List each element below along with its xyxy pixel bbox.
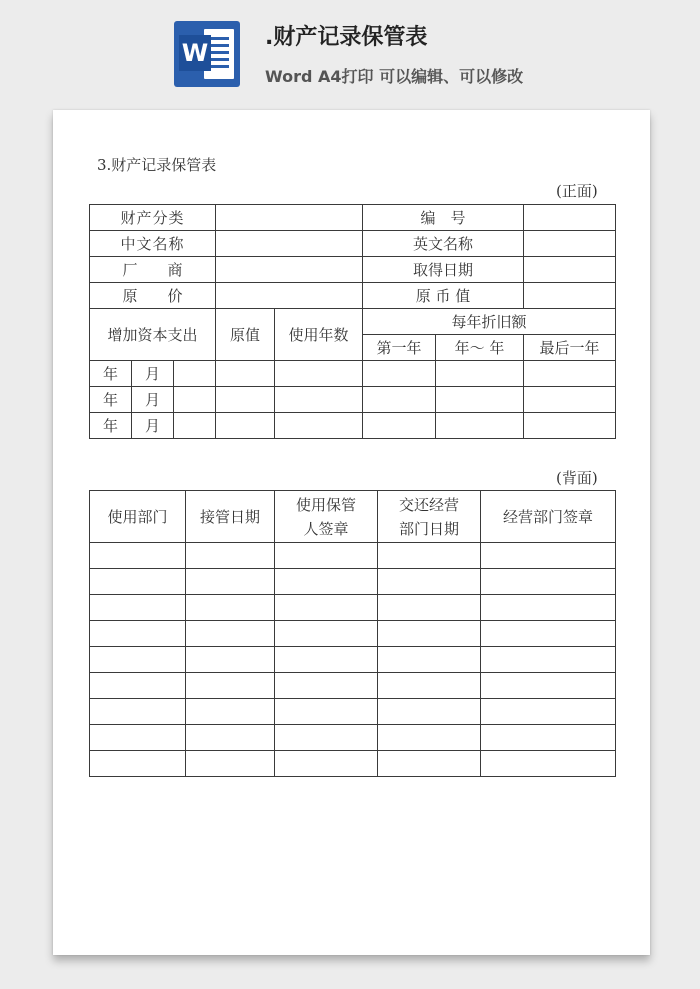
header-capital-expenditure: 增加资本支出: [90, 309, 216, 361]
header-title: .财产记录保管表: [265, 25, 428, 50]
back-data-row: [90, 647, 616, 673]
label-chinese-name: 中文名称: [90, 231, 216, 257]
back-data-row: [90, 725, 616, 751]
front-table: [89, 204, 616, 439]
value-cell[interactable]: [378, 725, 481, 751]
year-label: 年: [90, 413, 132, 439]
label-number: 编 号: [363, 205, 524, 231]
header: [0, 0, 700, 104]
header-original-value: 原值: [216, 309, 275, 361]
value-cell[interactable]: [524, 257, 616, 283]
value-cell[interactable]: [275, 621, 378, 647]
value-cell[interactable]: [90, 569, 186, 595]
value-cell[interactable]: [481, 751, 616, 777]
value-cell[interactable]: [186, 647, 275, 673]
value-cell[interactable]: [378, 751, 481, 777]
value-cell[interactable]: [436, 413, 524, 439]
value-cell[interactable]: [275, 725, 378, 751]
header-subtitle: Word A4打印 可以编辑、可以修改: [265, 67, 524, 86]
value-cell[interactable]: [378, 647, 481, 673]
value-cell[interactable]: [216, 413, 275, 439]
header-middle-years: 年～ 年: [436, 335, 524, 361]
value-cell[interactable]: [216, 283, 363, 309]
value-cell[interactable]: [216, 387, 275, 413]
value-cell[interactable]: [275, 569, 378, 595]
back-data-row: [90, 595, 616, 621]
word-document-icon: [174, 21, 240, 87]
front-data-row: [90, 361, 616, 387]
header-return-date: 交还经营 部门日期: [378, 491, 481, 543]
value-cell[interactable]: [90, 725, 186, 751]
value-cell[interactable]: [481, 725, 616, 751]
value-cell[interactable]: [216, 361, 275, 387]
back-table: [89, 490, 616, 777]
header-years-used: 使用年数: [275, 309, 363, 361]
value-cell[interactable]: [216, 257, 363, 283]
label-original-currency: 原 币 值: [363, 283, 524, 309]
value-cell[interactable]: [174, 387, 216, 413]
header-annual-depreciation: 每年折旧额: [363, 309, 616, 335]
header-using-department: 使用部门: [90, 491, 186, 543]
front-row-2: [90, 231, 616, 257]
value-cell[interactable]: [275, 673, 378, 699]
value-cell[interactable]: [186, 543, 275, 569]
value-cell[interactable]: [275, 647, 378, 673]
back-data-row: [90, 751, 616, 777]
value-cell[interactable]: [363, 387, 436, 413]
value-cell[interactable]: [481, 543, 616, 569]
value-cell[interactable]: [186, 569, 275, 595]
value-cell[interactable]: [363, 413, 436, 439]
value-cell[interactable]: [216, 205, 363, 231]
header-takeover-date: 接管日期: [186, 491, 275, 543]
value-cell[interactable]: [174, 361, 216, 387]
word-letter: W: [179, 35, 211, 71]
month-label: 月: [132, 413, 174, 439]
front-data-row: [90, 413, 616, 439]
value-cell[interactable]: [174, 413, 216, 439]
front-row-1: [90, 205, 616, 231]
value-cell[interactable]: [378, 621, 481, 647]
value-cell[interactable]: [275, 387, 363, 413]
label-property-category: 财产分类: [90, 205, 216, 231]
value-cell[interactable]: [90, 699, 186, 725]
value-cell[interactable]: [90, 647, 186, 673]
value-cell[interactable]: [90, 543, 186, 569]
header-department-signature: 经营部门签章: [481, 491, 616, 543]
front-row-3: [90, 257, 616, 283]
value-cell[interactable]: [378, 699, 481, 725]
value-cell[interactable]: [275, 361, 363, 387]
value-cell[interactable]: [524, 205, 616, 231]
value-cell[interactable]: [216, 231, 363, 257]
value-cell[interactable]: [378, 569, 481, 595]
value-cell[interactable]: [90, 621, 186, 647]
back-data-row: [90, 699, 616, 725]
value-cell[interactable]: [186, 725, 275, 751]
front-row-4: [90, 283, 616, 309]
back-header-row: [90, 491, 616, 543]
header-last-year: 最后一年: [524, 335, 616, 361]
value-cell[interactable]: [90, 751, 186, 777]
value-cell[interactable]: [275, 699, 378, 725]
value-cell[interactable]: [378, 543, 481, 569]
value-cell[interactable]: [275, 751, 378, 777]
value-cell[interactable]: [524, 361, 616, 387]
month-label: 月: [132, 361, 174, 387]
value-cell[interactable]: [275, 543, 378, 569]
year-label: 年: [90, 387, 132, 413]
value-cell[interactable]: [90, 673, 186, 699]
value-cell[interactable]: [90, 595, 186, 621]
value-cell[interactable]: [186, 621, 275, 647]
document-title: 3.财产记录保管表: [97, 156, 217, 174]
value-cell[interactable]: [186, 699, 275, 725]
value-cell[interactable]: [481, 699, 616, 725]
value-cell[interactable]: [524, 413, 616, 439]
value-cell[interactable]: [481, 647, 616, 673]
value-cell[interactable]: [186, 595, 275, 621]
value-cell[interactable]: [481, 569, 616, 595]
value-cell[interactable]: [378, 595, 481, 621]
value-cell[interactable]: [481, 595, 616, 621]
label-english-name: 英文名称: [363, 231, 524, 257]
front-side-label: (正面): [556, 182, 598, 200]
back-data-row: [90, 621, 616, 647]
value-cell[interactable]: [481, 673, 616, 699]
back-data-row: [90, 543, 616, 569]
value-cell[interactable]: [378, 673, 481, 699]
year-label: 年: [90, 361, 132, 387]
back-data-row: [90, 673, 616, 699]
value-cell[interactable]: [363, 361, 436, 387]
front-data-row: [90, 387, 616, 413]
value-cell[interactable]: [275, 595, 378, 621]
value-cell[interactable]: [524, 283, 616, 309]
header-custodian-signature: 使用保管 人签章: [275, 491, 378, 543]
value-cell[interactable]: [436, 387, 524, 413]
value-cell[interactable]: [524, 231, 616, 257]
back-side-label: (背面): [556, 469, 598, 487]
value-cell[interactable]: [186, 751, 275, 777]
label-manufacturer: 厂 商: [90, 257, 216, 283]
month-label: 月: [132, 387, 174, 413]
label-acquired-date: 取得日期: [363, 257, 524, 283]
header-first-year: 第一年: [363, 335, 436, 361]
value-cell[interactable]: [481, 621, 616, 647]
value-cell[interactable]: [436, 361, 524, 387]
value-cell[interactable]: [524, 387, 616, 413]
value-cell[interactable]: [275, 413, 363, 439]
front-header-row-1: [90, 309, 616, 335]
label-original-price: 原 价: [90, 283, 216, 309]
back-data-row: [90, 569, 616, 595]
value-cell[interactable]: [186, 673, 275, 699]
